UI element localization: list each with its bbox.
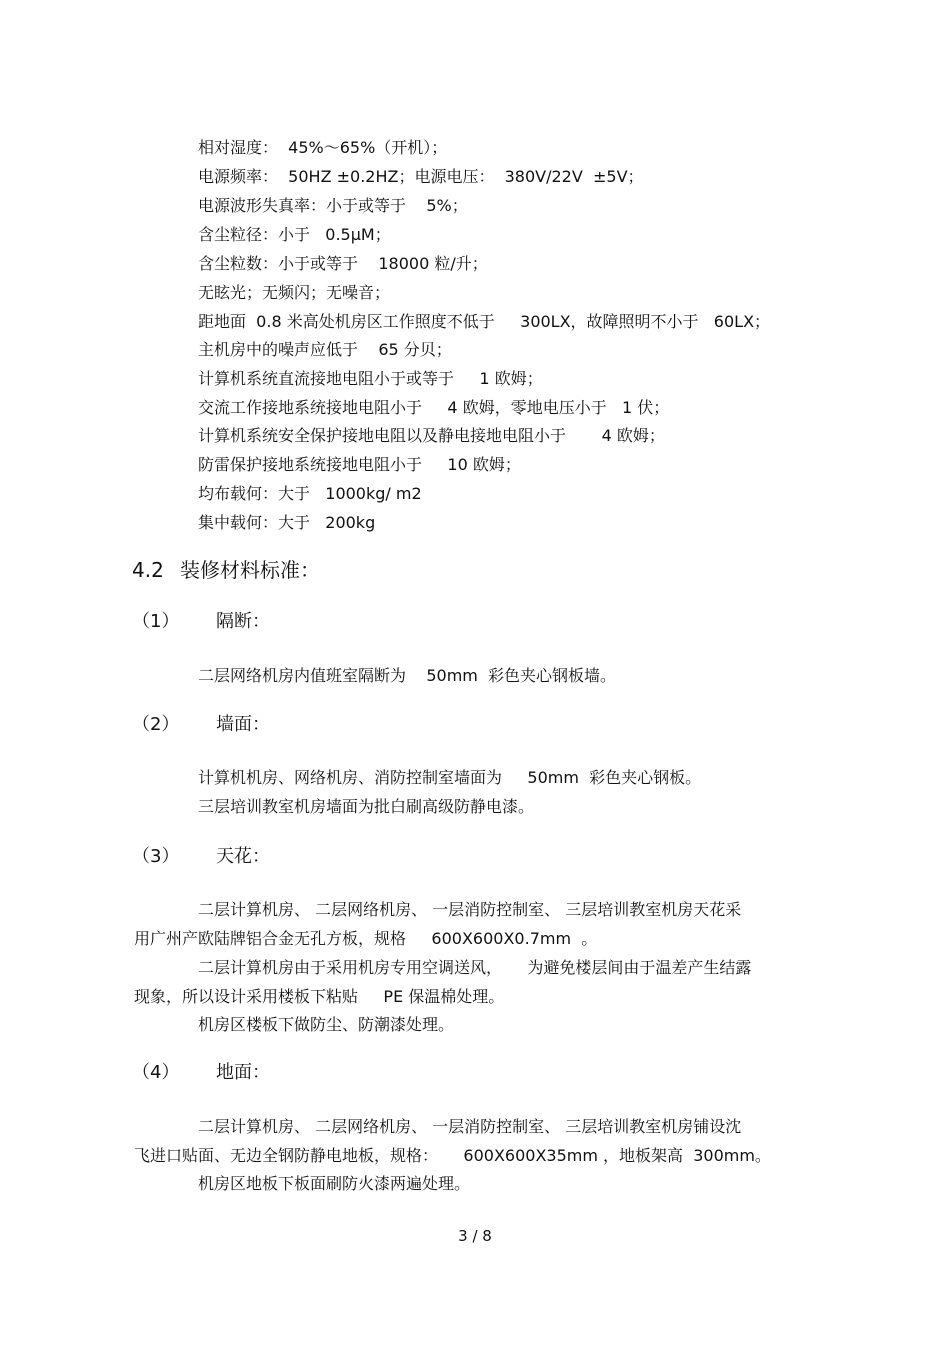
spec-humidity: 相对湿度： 45%～65%（开机）； (198, 138, 448, 157)
subsection-1-title: 隔断： (216, 611, 270, 632)
subsection-3-line-3: 二层计算机房由于采用机房专用空调送风， 为避免楼层间由于温差产生结露 (198, 958, 752, 977)
subsection-1-number: （1） (132, 611, 180, 632)
spec-dc-grounding: 计算机系统直流接地电阻小于或等于 1 欧姆； (198, 369, 543, 388)
subsection-3-number: （3） (132, 846, 180, 867)
subsection-4-line-3: 机房区地板下板面刷防火漆两遍处理。 (198, 1174, 471, 1193)
subsection-2-number: （2） (132, 714, 180, 735)
subsection-3-line-2: 用广州产欧陆牌铝合金无孔方板，规格 600X600X0.7mm 。 (134, 929, 598, 948)
subsection-2-title: 墙面： (216, 714, 270, 735)
subsection-3-line-5: 机房区楼板下做防尘、防潮漆处理。 (198, 1015, 455, 1034)
spec-dust-particle-count: 含尘粒数：小于或等于 18000 粒/升； (198, 254, 488, 273)
spec-safety-grounding: 计算机系统安全保护接地电阻以及静电接地电阻小于 4 欧姆； (198, 426, 665, 445)
spec-illumination: 距地面 0.8 米高处机房区工作照度不低于 300LX，故障照明不小于 60LX； (198, 312, 771, 331)
section-number: 4.2 (132, 558, 164, 582)
subsection-2-line-2: 三层培训教室机房墙面为批白刷高级防静电漆。 (198, 797, 535, 816)
spec-noise: 主机房中的噪声应低于 65 分贝； (198, 340, 452, 359)
spec-distributed-load: 均布载何：大于 1000kg/ m2 (198, 484, 422, 503)
subsection-4-number: （4） (132, 1062, 180, 1083)
subsection-4-title: 地面： (216, 1062, 270, 1083)
spec-lightning-grounding: 防雷保护接地系统接地电阻小于 10 欧姆； (198, 455, 521, 474)
section-title: 装修材料标准： (180, 558, 320, 582)
spec-ac-grounding: 交流工作接地系统接地电阻小于 4 欧姆，零地电压小于 1 伏； (198, 398, 670, 417)
subsection-2-line-1: 计算机机房、网络机房、消防控制室墙面为 50mm 彩色夹心钢板。 (198, 768, 702, 787)
spec-waveform-distortion: 电源波形失真率：小于或等于 5%； (198, 196, 468, 215)
spec-dust-particle-size: 含尘粒径：小于 0.5μM； (198, 225, 391, 244)
subsection-1-line-1: 二层网络机房内值班室隔断为 50mm 彩色夹心钢板墙。 (198, 666, 617, 685)
spec-concentrated-load: 集中载何：大于 200kg (198, 513, 376, 532)
subsection-4-line-1: 二层计算机房、 二层网络机房、 一层消防控制室、 三层培训教室机房铺设沈 (198, 1117, 742, 1136)
spec-power-frequency: 电源频率： 50HZ ±0.2HZ；电源电压： 380V/22V ±5V； (198, 167, 644, 186)
subsection-3-line-4: 现象，所以设计采用楼板下粘贴 PE 保温棉处理。 (134, 987, 505, 1006)
subsection-3-title: 天花： (216, 846, 270, 867)
page-number: 3 / 8 (458, 1227, 492, 1245)
subsection-3-line-1: 二层计算机房、 二层网络机房、 一层消防控制室、 三层培训教室机房天花采 (198, 900, 742, 919)
spec-glare: 无眩光；无频闪；无噪音； (198, 283, 391, 302)
subsection-4-line-2: 飞进口贴面、无边全钢防静电地板，规格： 600X600X35mm ，地板架高 300mm。 (134, 1146, 771, 1165)
